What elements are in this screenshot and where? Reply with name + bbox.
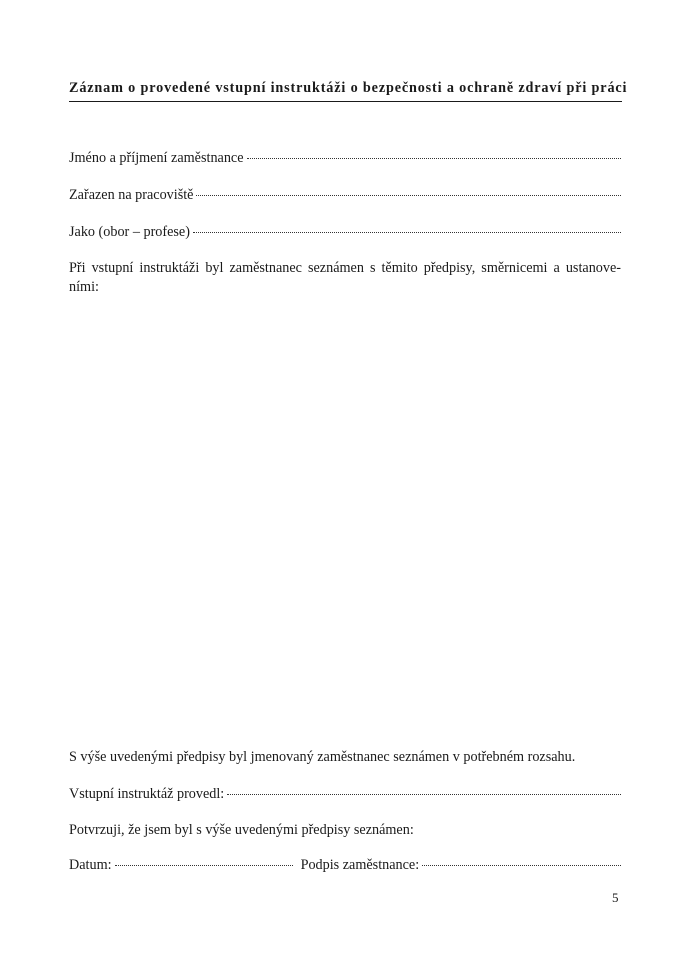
instructor-blank[interactable]	[227, 793, 621, 795]
employee-name-blank[interactable]	[247, 157, 621, 159]
signature-blank[interactable]	[422, 864, 621, 866]
date-signature-row[interactable]	[69, 857, 621, 874]
document-title: Záznam o provedené vstupní instruktáži o bezpečnosti a ochraně zdraví při práci	[69, 80, 628, 96]
profession-field[interactable]	[69, 224, 621, 241]
instructor-label: Vstupní instruktáž provedl:	[69, 786, 225, 802]
instructor-field[interactable]	[69, 786, 621, 803]
signature-label: Podpis zaměstnance:	[300, 857, 420, 873]
workplace-field[interactable]	[69, 187, 621, 204]
confirmation-statement: Potvrzuji, že jsem byl s výše uvedenými předpisy seznámen:	[69, 822, 414, 838]
date-blank[interactable]	[115, 864, 293, 866]
profession-blank[interactable]	[193, 231, 621, 233]
profession-label: Jako (obor – profese)	[69, 224, 190, 240]
workplace-label: Zařazen na pracoviště	[69, 187, 194, 203]
employee-name-field[interactable]	[69, 150, 621, 167]
page-number: 5	[612, 890, 619, 905]
employee-name-label: Jméno a příjmení zaměstnance	[69, 150, 244, 166]
workplace-blank[interactable]	[196, 194, 621, 196]
acknowledgement-statement: S výše uvedenými předpisy byl jmenovaný zaměstnanec seznámen v potřebném rozsahu.	[69, 749, 576, 765]
date-label: Datum:	[69, 857, 112, 873]
title-underline	[69, 101, 622, 102]
regulations-intro: Při vstupní instruktáži byl zaměstnanec seznámen s těmito předpisy, směrnicemi a ustanove-ními:	[69, 260, 621, 295]
